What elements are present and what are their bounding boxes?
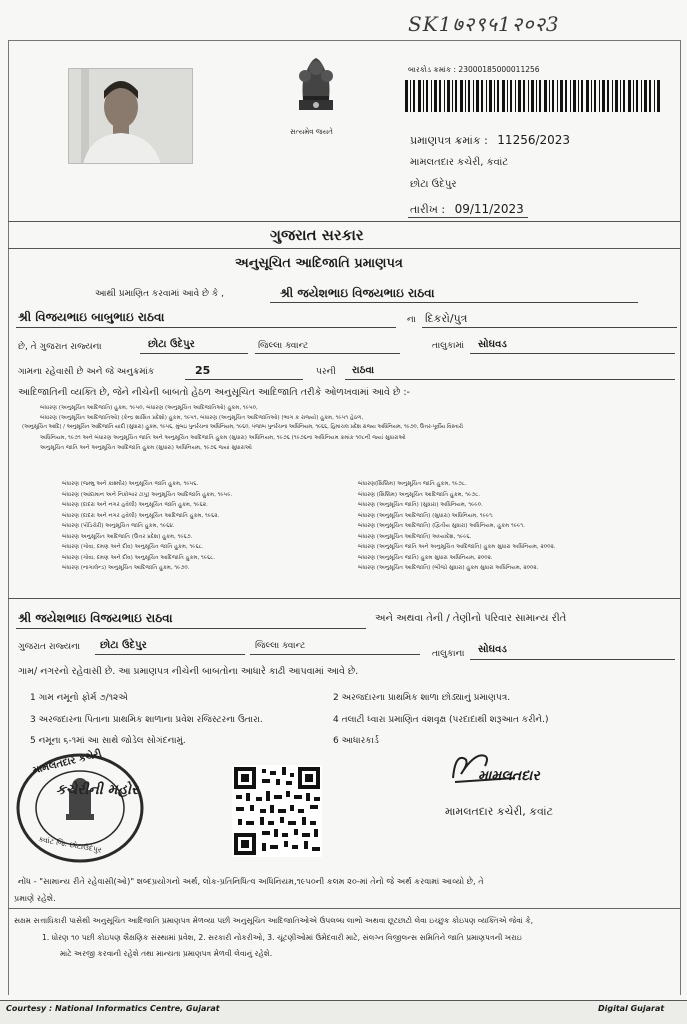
document-item-1: 1 ગામ નમૂનો ફોર્મ ૭/૧૨એ — [30, 693, 128, 703]
footer-courtesy: Courtesy : National Informatics Centre, Gujarat — [6, 1004, 220, 1013]
district-value: છોટા ઉદેપુર — [148, 339, 195, 350]
section2-taluka-inline: જિલ્લા ક્વાન્ટ — [255, 641, 306, 651]
district-line — [140, 353, 248, 354]
signature-title: મામલતદાર — [478, 768, 540, 784]
government-title: ગુજરાત સરકાર — [270, 226, 364, 244]
na-label: ના — [407, 315, 416, 325]
date-label: તારીખ : — [410, 203, 446, 216]
talukama-label: તાલુકામાં — [432, 341, 465, 351]
order-right-item: બંધારણ (અનુસૂચિત આદિજાતિ) (દ્વિતીય સુધારા) અધિનિયમ, હુકમ ૧૯૯૧. — [358, 523, 525, 529]
barcode-label: બારકોડ ક્રમાંક : 23000185000011256 — [408, 65, 540, 74]
certificate-title: અનુસૂચિત આદિજાતિ પ્રમાણપત્ર — [235, 256, 403, 271]
tribe-value: રાઠવા — [352, 365, 375, 376]
qr-code — [232, 765, 322, 857]
frame-top — [8, 40, 680, 41]
state-prefix: છે, તે ગુજરાત રાજ્યના — [18, 342, 102, 352]
serial-number: 25 — [195, 364, 211, 377]
parni-label: પરની — [316, 367, 336, 377]
serial-line — [185, 379, 303, 380]
document-item-4: 4 તલાટી ધ્વારા પ્રમાણિત વંશવૃક્ષ (પરદાદાથી શરૂઆત કરીને.) — [333, 715, 549, 725]
order-left-item: બંધારણ (ગોવા, દમણ અને દીવ) અનુસૂચિત આદિજાતિ હુકમ, ૧૯૬૮. — [62, 554, 216, 561]
instruction-1: સક્ષમ સત્તાધિકારી પાસેથી અનુસૂચિત આદિજાતિ પ્રમાણપત્ર મેળવ્યા પછી અનુસૂચિત આદિજાતિઓએ ઉપલબ્ધ લાભો અથવા છૂટછાટો લેવા ઇચ્છુક કોઇપણ વ્યક્તિએ જેવાં કે, — [14, 916, 533, 925]
order-right-item: બંધારણ (સિક્કિમ) અનુસૂચિત આદિજાતિ હુકમ, ૧૯૭૮. — [358, 491, 481, 498]
taluka-line — [255, 353, 400, 354]
seal-ring-text: મામલતદાર કચેરી — [31, 748, 103, 777]
order-left-item: બંધારણ (દાદરા અને નગર હવેલી) અનુસૂચિત આદિજાતિ હુકમ, ૧૯૬૨. — [62, 512, 220, 519]
order-right-item: બંધારણ (અનુસૂચિત આદિજાતિ) (સુધારા) અધિનિયમ, ૧૯૯૧. — [358, 512, 494, 519]
applicant-name: શ્રી જયેશભાઇ વિજયભાઇ રાઠવા — [280, 286, 435, 300]
document-item-5: 5 નમૂના ૬-૧માં આ સાથે જોડેલ સોગંદનામું. — [30, 736, 186, 746]
order-left-item: બંધારણ (જમ્મુ અને કાશ્મીર) અનુસૂચિત જાતિ હુકમ, ૧૯૫૬. — [62, 481, 199, 487]
order-left-item: બંધારણ અનુસૂચિત આદિજાતિ (ઉત્તર પ્રદેશ) હુકમ, ૧૯૬૭. — [62, 533, 193, 540]
certify-intro: આથી પ્રમાણિત કરવામાં આવે છે કે , — [95, 289, 224, 299]
cert-number-value: 11256/2023 — [497, 133, 571, 147]
order-right-item: બંધારણ (અનુસૂચિત જાતિ અને અનુસૂચિત આદિજાતિ) હુકમ સુધારા અધિનિયમ, ૨૦૦૨. — [358, 544, 556, 550]
note-line: નોંધ - "સામાન્ય રીતે રહેવાસી(ઓ)" શબ્દપ્રયોગનો અર્થ, લોક-પ્રતિનિધિત્વ અધિનિયમ,૧૯૫૦ની કલમ ૨૦-માં તેનો જે અર્થ કરવામાં આવ્યો છે, તે — [18, 876, 484, 886]
order-left-item: બંધારણ (ગોવા, દમણ અને દીવ) અનુસૂચિત જાતિ હુકમ, ૧૯૬૮. — [62, 544, 204, 550]
note-rule — [8, 908, 680, 909]
barcode-icon — [405, 80, 660, 112]
date-underline — [408, 217, 528, 218]
applicant-photo — [68, 68, 193, 164]
section2-resident-stmt: ગામ/ નગરનો રહેવાસી છે. આ પ્રમાણપત્ર નીચેની બાબતોના આધારે કાઢી આપવામાં આવે છે. — [18, 666, 359, 677]
section-rule — [8, 598, 680, 599]
footer-digital-gujarat: Digital Gujarat — [598, 1004, 665, 1013]
order-top-0: બંધારણ (અનુસૂચિત આદિજાતિ) હુકમ, ૧૯૫૦, બંધારણ (અનુસૂચિત આદિજાતિઓ) હુકમ, ૧૯૫૦, — [40, 405, 258, 411]
village-prefix: ગામના રહેવાસી છે અને જે અનુક્રમાંક — [18, 367, 155, 377]
qr-code-icon — [232, 765, 322, 857]
office-seal — [14, 748, 146, 864]
cert-number-row — [410, 133, 570, 148]
applicant-name-line — [270, 302, 638, 303]
instruction-2: 1. ધોરણ ૧૦ પછી કોઇપણ શૈક્ષણિક સંસ્થામાં પ્રવેશ, 2. સરકારી નોકરીઓ, 3. ચૂંટણીઓમાં ઉમેદવારી માટે, સંલગ્ન વિજીલન્સ સમિતિને જાતિ પ્રમાણપત્રની ખરાઇ — [42, 933, 522, 942]
order-right-item: બંધારણ (અનુસૂચિત જાતિ) (સુધારા) અધિનિયમ, ૧૯૯૦. — [358, 502, 483, 508]
father-name: શ્રી વિજયભાઇ બાબુભાઇ રાઠવા — [18, 310, 165, 324]
taluka-inline: જિલ્લા ક્વાન્ટ — [258, 341, 309, 351]
order-left-item: બંધારણ (પોંડિચેરી) અનુસૂચિત જાતિ હુકમ, ૧૯૬૪. — [62, 523, 175, 529]
village-line — [470, 353, 675, 354]
document-item-3: 3 અરજદારના પિતાના પ્રાથમિક શાળાના પ્રવેશ રજિસ્ટરના ઉતારા. — [30, 715, 263, 725]
date-row — [410, 202, 524, 217]
section2-district: છોટા ઉદેપુર — [100, 640, 147, 651]
document-item-6: 6 આધારકાર્ડ — [333, 736, 379, 746]
order-right-item: બંધારણ (અનુસૂચિત આદિજાતિ) (બીજો સુધારા) હુકમ સુધારા અધિનિયમ, ૨૦૦૨. — [358, 565, 539, 571]
seal-overlay-text: કચેરીની મહોર — [56, 782, 139, 798]
order-top-3: અધિનિયમ, ૧૯૭૧ અને બંધારણ અનુસૂચિત જાતિ અને અનુસૂચિત આદિજાતિ હુકમ (સુધારા) અધિનિયમ, ૧૯૭૬ (૧૯૭૬ના અધિનિયમ ક્રમાંક ૧૦૮ની જ્યાં સુધારાઓ — [40, 435, 406, 441]
emblem-caption: સત્યમેવ જયતે — [290, 128, 333, 136]
relation-line — [422, 327, 677, 328]
order-left-item: બંધારણ (દાદરા અને નગર હવેલી) અનુસૂચિત જાતિ હુકમ, ૧૯૬૨. — [62, 502, 208, 508]
order-right-item: બંધારણ (અનુસૂચિત આદિજાતિ) અધ્યાદેશ, ૧૯૯૬. — [358, 533, 472, 540]
section2-village: સોઘવડ — [478, 644, 507, 655]
office-line2: છોટા ઉદેપુર — [410, 179, 457, 190]
frame-right — [680, 40, 681, 995]
section2-name: શ્રી જયેશભાઇ વિજયભાઇ રાઠવા — [18, 611, 173, 625]
relation-value: દિકરો/પુત્ર — [425, 312, 468, 325]
order-top-2: (અનુસૂચિત આદિ) / અનુસૂચિત આદિજાતિ યાદી (સુધારા) હુકમ, ૧૯૫૬, મુંબઇ પુનર્રચના અધિનિયમ, ૧૯૬૦, પંજાબ પુનર્રચના અધિનિયમ, ૧૯૬૬, હિમાચલ પ્રદેશ રાજ્ય અધિનિયમ, ૧૯૭૦, ઉત્તર-પૂર્વીય વિસ્તારો — [22, 424, 463, 430]
handwritten-reference: SK1७२९५1२०२3 — [408, 12, 560, 36]
header-rule — [8, 221, 680, 222]
tribe-statement: આદિજાતિની વ્યક્તિ છે, જેને નીચેની બાબતો હેઠળ અનુસૂચિત આદિજાતિ તરીકે ઓળખવામાં આવે છે :- — [18, 387, 410, 398]
national-emblem-icon — [285, 48, 347, 128]
frame-left — [8, 40, 9, 995]
section2-state-prefix: ગુજરાત રાજ્યના — [18, 642, 81, 652]
order-left-item: બંધારણ (આંદામાન અને નિકોબાર ટાપુ) અનુસૂચિત આદિજાતિ હુકમ, ૧૯૫૯. — [62, 491, 233, 498]
person-photo-icon — [69, 69, 193, 164]
section2-name-line — [16, 628, 366, 629]
village-value: સોઘવડ — [478, 339, 507, 350]
cert-number-label: પ્રમાણપત્ર ક્રમાંક : — [410, 134, 488, 147]
order-left-item: બંધારણ (નાગાલેન્ડ) અનુસૂચિત આદિજાતિ હુકમ, ૧૯૭૦. — [62, 565, 190, 571]
document-item-2: 2 અરજદારના પ્રાથમિક શાળા છોડ્યાનું પ્રમાણપત્ર. — [333, 693, 511, 703]
order-top-1: બંધારણ (અનુસૂચિત આદિજાતિઓ) (કેન્દ્ર શાસિત પ્રદેશો) હુકમ, ૧૯૫૧, બંધારણ (અનુસૂચિત આદિજાતિઓ) (ભાગ ક રાજ્યો) હુકમ, ૧૯૫૧ હેઠળ, — [40, 415, 364, 421]
section2-village-line — [470, 659, 675, 660]
order-right-item: બંધારણ(સિક્કિમ) અનુસૂચિત જાતિ હુકમ, ૧૯૭૮. — [358, 481, 467, 487]
office-line1: મામલતદાર કચેરી, કવાંટ — [410, 157, 509, 168]
government-rule — [8, 248, 680, 249]
note-end: પ્રમાણે રહેશે. — [14, 893, 56, 903]
order-right-item: બંધારણ (અનુસૂચિત જાતિ) હુકમ સુધારા અધિનિયમ, ૨૦૦૨. — [358, 554, 493, 561]
father-name-line — [16, 327, 396, 328]
signatory-office: મામલતદાર કચેરી, કવાંટ — [445, 805, 553, 818]
order-top-4: અનુસૂચિત જાતિ અને અનુસૂચિત આદિજાતિ હુકમ (સુધારા) અધિનિયમ, ૧૯૭૬ જ્યાં સુધારાઓ — [40, 445, 252, 451]
footer-bar — [0, 1000, 687, 1024]
section2-taluka-line — [250, 654, 420, 655]
barcode — [405, 80, 660, 112]
orders-right-column — [358, 480, 676, 575]
section2-district-line — [95, 654, 245, 655]
section2-talukana: તાલુકાના — [432, 649, 465, 659]
seal-caption: ક્વાંટ જિ. છોટાઉદેપુર — [37, 834, 103, 855]
date-value: 09/11/2023 — [454, 202, 524, 216]
instruction-3: માટે અરજી કરવાની રહેશે તથા માન્યતા પ્રમાણપત્ર મેળવી લેવાનું રહેશે. — [60, 949, 273, 958]
orders-left-column — [62, 480, 352, 575]
tribe-line — [345, 379, 675, 380]
section2-family-text: અને અથવા તેની / તેણીનો પરિવાર સામાન્ય રીતે — [375, 613, 567, 624]
